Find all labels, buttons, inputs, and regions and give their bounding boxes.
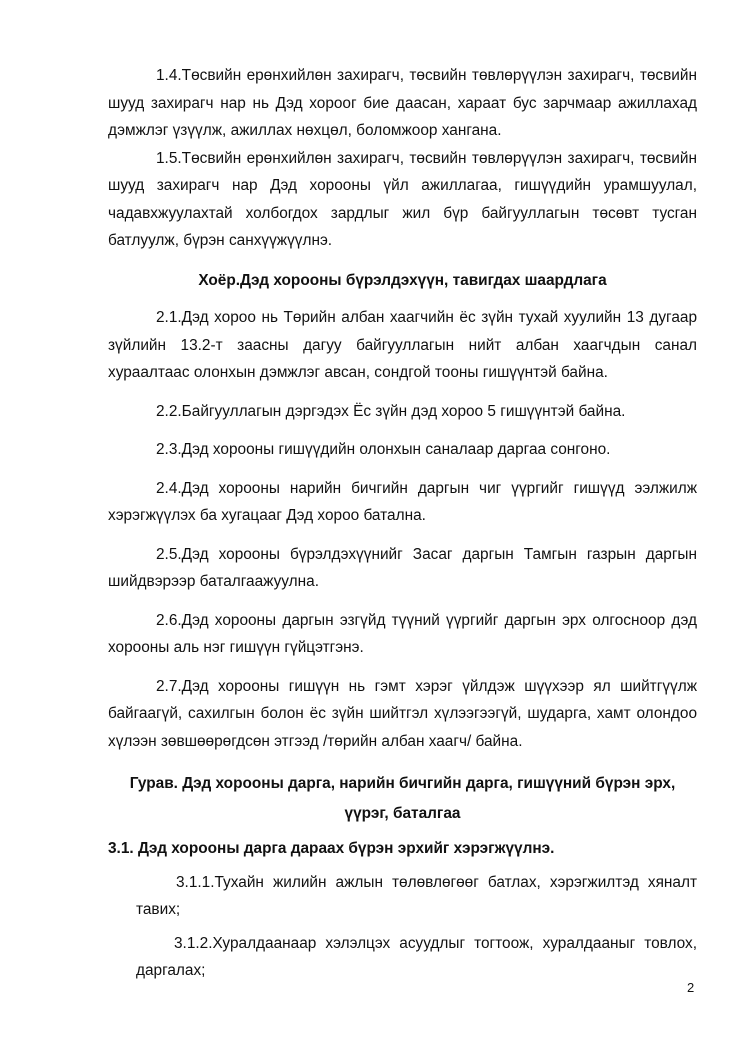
- paragraph-2-1: 2.1.Дэд хороо нь Төрийн албан хаагчийн ёс зүйн тухай хуулийн 13 дугаар зүйлийн 13.2-т заасны дагуу байгууллагын нийт албан хаагчдын санал хураалтаас олонхын дэмжлэг авсан, сондгой тооны гишүүнтэй байна.: [108, 309, 697, 381]
- paragraph-2-2: 2.2.Байгууллагын дэргэдэх Ёс зүйн дэд хороо 5 гишүүнтэй байна.: [156, 402, 626, 420]
- paragraph-2-3: 2.3.Дэд хорооны гишүүдийн олонхын саналаар даргаа сонгоно.: [156, 441, 611, 458]
- paragraph-3-1-2: 3.1.2.Хуралдаанаар хэлэлцэх асуудлыг тогтоож, хуралдааныг товлох, даргалах;: [136, 934, 697, 979]
- paragraph-1-4: 1.4.Төсвийн ерөнхийлөн захирагч, төсвийн төвлөрүүлэн захирагч, төсвийн шууд захирагч нар нь Дэд хороог бие даасан, хараат бус зарчмаар ажиллахад дэмжлэг үзүүлж, ажиллах нөхцөл, боломжоор хангана.: [108, 67, 697, 139]
- paragraph-2-4: 2.4.Дэд хорооны нарийн бичгийн даргын чиг үүргийг гишүүд ээлжилж хэрэгжүүлэх ба хугацааг Дэд хороо батална.: [108, 479, 697, 524]
- paragraph-3-1-1: 3.1.1.Тухайн жилийн ажлын төлөвлөгөөг батлах, хэрэгжилтэд хяналт тавих;: [136, 873, 697, 918]
- document-page: [108, 62, 697, 985]
- paragraph-2-6: 2.6.Дэд хорооны даргын эзгүйд түүний үүргийг даргын эрх олгосноор дэд хорооны аль нэг гишүүн гүйцэтгэнэ.: [108, 611, 697, 656]
- section-3-heading: Гурав. Дэд хорооны дарга, нарийн бичгийн дарга, гишүүний бүрэн эрх, үүрэг, баталгаа: [129, 775, 676, 822]
- paragraph-1-5: 1.5.Төсвийн ерөнхийлөн захирагч, төсвийн төвлөрүүлэн захирагч, төсвийн шууд захирагч нар Дэд хорооны үйл ажиллагаа, гишүүдийн урамшуулал, чадавхжуулахтай холбогдох зардлыг жил бүр байгууллагын төсөвт тусган батлуулж, бүрэн санхүүжүүлнэ.: [108, 149, 697, 249]
- paragraph-2-5: 2.5.Дэд хорооны бүрэлдэхүүнийг Засаг даргын Тамгын газрын даргын шийдвэрээр баталгаажуулна.: [108, 545, 697, 590]
- section-2-heading: Хоёр.Дэд хорооны бүрэлдэхүүн, тавигдах шаардлага: [198, 271, 607, 289]
- paragraph-2-7: 2.7.Дэд хорооны гишүүн нь гэмт хэрэг үйлдэж шүүхээр ял шийтгүүлж байгаагүй, сахилгын болон ёс зүйн шийтгэл хүлээгээгүй, шударга, хамт олондоо хүлээн зөвшөөрөгдсөн этгээд /төрийн албан хаагч/ байна.: [108, 677, 697, 750]
- page-number: 2: [687, 980, 695, 995]
- paragraph-3-1: 3.1. Дэд хорооны дарга дараах бүрэн эрхийг хэрэгжүүлнэ.: [108, 840, 555, 857]
